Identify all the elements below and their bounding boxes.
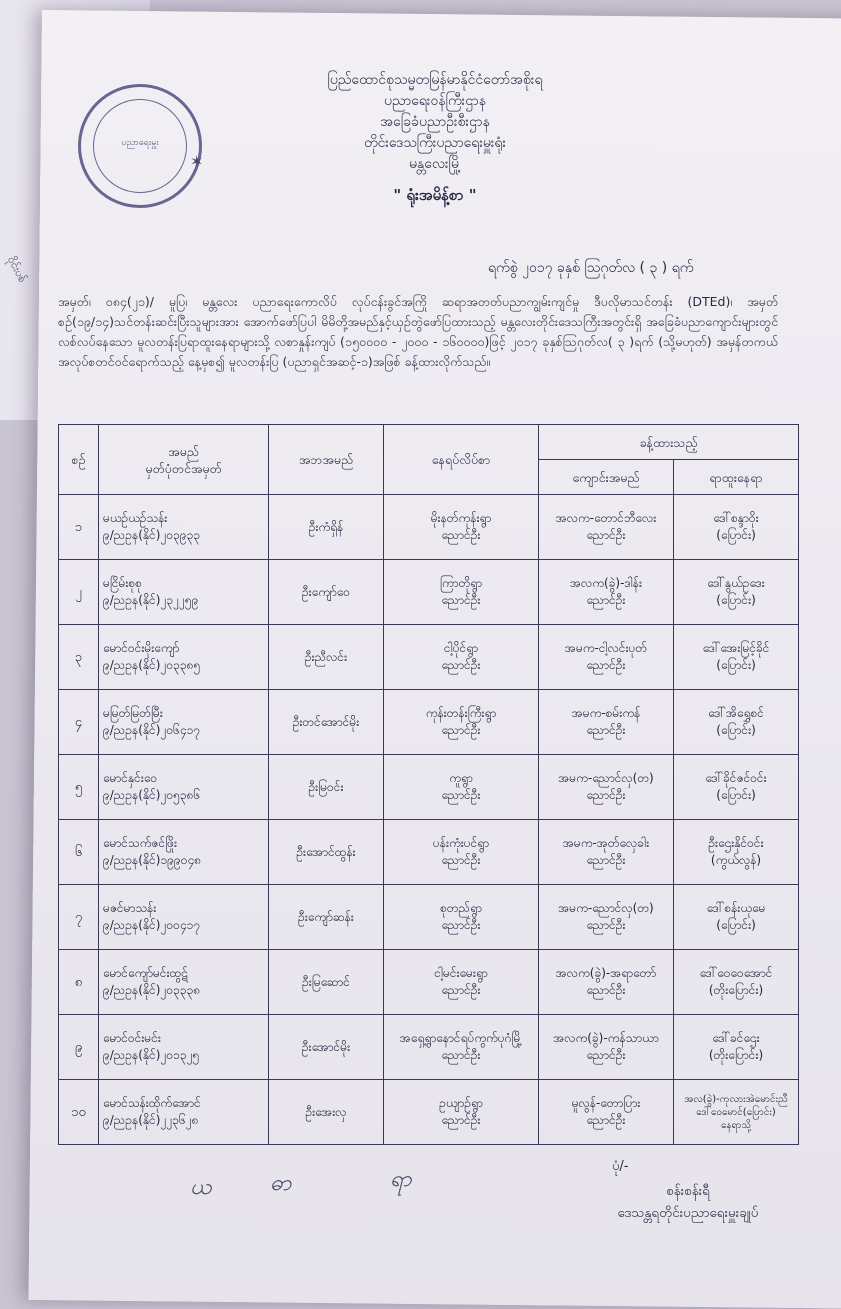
row-name-text: မောင်ဝင်းမင်း: [103, 1031, 161, 1045]
row-address: အရှေ့ရွာနောင်ရပ်ကွက်ပုဂံမြို့ ညောင်ဦး: [384, 1015, 539, 1080]
initial-mark-2: ဓာ: [270, 1171, 292, 1196]
row-number: ၆: [59, 820, 99, 885]
row-name: [99, 690, 269, 755]
row-nrc: ၉/ညဥန(နိုင်)၂၂၃၆၂၈: [103, 1113, 199, 1127]
row-school: အမက-ငါ့လင်းပုတ် ညောင်ဦး: [539, 625, 674, 690]
row-father: ဦးကျော်ဝေ: [269, 560, 384, 625]
row-name: [99, 820, 269, 885]
row-name-text: မောင်ဝင်းမိုးကျော်: [103, 641, 180, 655]
signed-mark: ပုံ/-: [612, 1159, 629, 1174]
row-replacing: ဒေါ်နွယ်ဥဒေး (ပြောင်း): [674, 560, 799, 625]
row-replacing: ဒေါ်ဝေဝေအောင် (တိုးပြောင်း): [674, 950, 799, 1015]
table-row: [59, 495, 799, 560]
table-row: [59, 885, 799, 950]
row-number: ၁၀: [59, 1080, 99, 1145]
row-name-text: မောင်ကျော်မင်းထွဋ်: [103, 966, 188, 980]
signature-block: [558, 1180, 818, 1224]
row-replacing: ဒေါ်ခင်ဌေး (တိုးပြောင်း): [674, 1015, 799, 1080]
row-school: အမက-စမ်းကန် ညောင်ဦး: [539, 690, 674, 755]
table-row: [59, 820, 799, 885]
row-school: အမက-ညောင်လှ(တ) ညောင်ဦး: [539, 755, 674, 820]
initials-row: [190, 1168, 450, 1208]
table-row: [59, 950, 799, 1015]
seal-text: ပညာရေးမှူး: [121, 138, 159, 148]
row-father: ဦးကျော်ဆန်း: [269, 885, 384, 950]
row-address: မိုးနတ်ကုန်းရွာ ညောင်ဦး: [384, 495, 539, 560]
row-replacing: ဦးဌေးနိုင်ဝင်း (ကွယ်လွန်): [674, 820, 799, 885]
row-address: ငါ့ပိုင်ရွာ ညောင်ဦး: [384, 625, 539, 690]
row-number: ၉: [59, 1015, 99, 1080]
row-replacing: ဒေါ်အိရွှေစင် (ပြောင်း): [674, 690, 799, 755]
row-address: ငါ့မင်းမေးရွာ ညောင်ဦး: [384, 950, 539, 1015]
row-replacing: အလ(ခွဲ)-ကုလားအဲမောင်းညီ ဒေါ်ဝေမောင်(ပြောင်း) နေရာသို့: [674, 1080, 799, 1145]
header-appointed: ခန့်ထားသည့်: [539, 425, 799, 460]
row-number: ၁: [59, 495, 99, 560]
table-row: [59, 1015, 799, 1080]
header-address: နေရပ်လိပ်စာ: [384, 425, 539, 495]
row-name: [99, 625, 269, 690]
signer-name: စန်းစန်းရီ: [666, 1183, 710, 1199]
row-nrc: ၉/ညဥန(နိုင်)၂၀၆၄၁၇: [103, 723, 201, 737]
letterhead: [270, 70, 600, 206]
letterhead-line-2: ပညာရေးဝန်ကြီးဌာန: [384, 93, 486, 109]
row-name: [99, 950, 269, 1015]
row-father: ဦးညီလင်း: [269, 625, 384, 690]
row-father: ဦးကံရှိန်: [269, 495, 384, 560]
row-address: ကုန်းတန်းကြီးရွာ ညောင်ဦး: [384, 690, 539, 755]
row-father: ဦးအောင်မိုး: [269, 1015, 384, 1080]
row-name-text: မောင်သန်းထိုက်အောင်: [103, 1096, 201, 1110]
row-father: ဦးတင်အောင်မိုး: [269, 690, 384, 755]
row-school: အမက-အုတ်လှေခါး ညောင်ဦး: [539, 820, 674, 885]
office-seal: [78, 84, 202, 208]
order-title: " ရုံးအမိန့်စာ ": [393, 186, 477, 204]
letterhead-line-5: မန္တလေးမြို့: [408, 156, 462, 172]
letterhead-line-3: အခြေခံပညာဦးစီးဌာန: [380, 114, 490, 130]
row-nrc: ၉/ညဥန(နိုင်)၂၀၃၉၃၃: [103, 528, 201, 542]
row-father: ဦးမြဝင်း: [269, 755, 384, 820]
row-father: ဦးအေးလှ: [269, 1080, 384, 1145]
table-row: [59, 1080, 799, 1145]
row-number: ၇: [59, 885, 99, 950]
row-number: ၄: [59, 690, 99, 755]
table-row: [59, 625, 799, 690]
row-nrc: ၉/ညဥန(နိုင်)၂၀၁၃၂၅: [103, 1048, 200, 1062]
row-number: ၈: [59, 950, 99, 1015]
row-address: စုတည်ရွာ ညောင်ဦး: [384, 885, 539, 950]
initial-mark-1: ယ: [190, 1175, 212, 1200]
row-name: [99, 560, 269, 625]
row-nrc: ၉/ညဥန(နိုင်)၂၀၀၄၁၇: [103, 918, 201, 932]
row-replacing: ဒေါ်စန္ဒာဝိုး (ပြောင်း): [674, 495, 799, 560]
header-father: အဘအမည်: [269, 425, 384, 495]
row-nrc: ၉/ညဥန(နိုင်)၂၀၃၃၈၅: [103, 658, 201, 672]
row-nrc: ၉/ညဥန(နိုင်)၂၃၂၂၅၉: [103, 593, 199, 607]
row-school: အလက(ခွဲ)-အရာတော် ညောင်ဦး: [539, 950, 674, 1015]
document-date: ရက်စွဲ ၂၀၁၇ ခုနှစ် ဩဂုတ်လ ( ၃ ) ရက်: [488, 260, 694, 276]
row-name-text: မယဉ်ယဉ်သန်း: [103, 511, 168, 525]
row-replacing: ဒေါ်ခိုင်ဇင်ဝင်း (ပြောင်း): [674, 755, 799, 820]
letterhead-line-4: တိုင်းဒေသကြီးပညာရေးမှူးရုံး: [363, 135, 507, 151]
table-body: [59, 495, 799, 1145]
row-number: ၃: [59, 625, 99, 690]
row-name-text: မဇင်မာသန်း: [103, 901, 157, 915]
row-number: ၅: [59, 755, 99, 820]
row-nrc: ၉/ညဥန(နိုင်)၁၉၉၀၄၈: [103, 853, 202, 867]
row-replacing: ဒေါ်စန်းယုမေ (ပြောင်း): [674, 885, 799, 950]
row-name: [99, 1015, 269, 1080]
row-number: ၂: [59, 560, 99, 625]
appointment-table: [58, 424, 799, 1145]
row-school: မူလွန်-တောပြား ညောင်ဦး: [539, 1080, 674, 1145]
appointment-table-wrapper: [58, 424, 798, 1145]
initial-mark-3: ရာ: [390, 1167, 412, 1192]
order-paragraph: အမှတ်၊ ၀၈၄(၂၁)/ မူပြ၊ မန္တလေး ပညာရေးကောလိပ် လုပ်ငန်းခွင်အကြို ဆရာအတတ်ပညာကျွမ်းကျင်မှု ဒီပလိုမာသင်တန်း (DTEd)၊ အမှတ်စဉ်(၁၉/၁၄)သင်တန်းဆင်းပြီးသူများအား အောက်ဖော်ပြပါ မိမိတို့အမည်နှင့်ယှဉ်တွဲဖော်ပြထားသည့် မန္တလေးတိုင်းဒေသကြီးအတွင်းရှိ အခြေခံပညာကျောင်းများတွင် လစ်လပ်နေသော မူလတန်းပြရာထူးနေရာများသို့ လစာနှုန်းကျပ် (၁၅၀၀၀၀ - ၂၀၀၀ - ၁၆၀၀၀၀)ဖြင့် ၂၀၁၇ ခုနှစ်ဩဂုတ်လ( ၃ )ရက် (သို့မဟုတ်) အမှန်တကယ်အလုပ်စတင်ဝင်ရောက်သည့် နေ့မှစ၍ မူလတန်းပြ (ပညာရှင်အဆင့်-၁)အဖြစ် ခန့်ထားလိုက်သည်။: [58, 294, 778, 369]
header-no: စဉ်: [59, 425, 99, 495]
row-father: ဦးအောင်ထွန်း: [269, 820, 384, 885]
row-replacing: ဒေါ်အေးမြင့်ခိုင် (ပြောင်း): [674, 625, 799, 690]
signer-title: ဒေသန္တရတိုင်းပညာရေးမှူးချုပ်: [617, 1205, 759, 1221]
row-address: ဥယျာဉ်ရွာ ညောင်ဦး: [384, 1080, 539, 1145]
row-nrc: ၉/ညဥန(နိုင်)၂၀၃၃၃၈: [103, 983, 201, 997]
letterhead-line-1: ပြည်ထောင်စုသမ္မတမြန်မာနိုင်ငံတော်အစိုးရ: [327, 72, 543, 88]
row-name: [99, 1080, 269, 1145]
row-address: ပန်းကုံးပင်ရွာ ညောင်ဦး: [384, 820, 539, 885]
row-name-text: မမြတ်မြတ်မြီး: [103, 706, 163, 720]
seal-star-icon: ✶: [190, 152, 204, 171]
row-name: [99, 755, 269, 820]
row-school: အလက-တောင်ဘီလေး ညောင်ဦး: [539, 495, 674, 560]
row-address: ကူရွာ ညောင်ဦး: [384, 755, 539, 820]
row-name-text: မောင်သက်ဇင်ဖြိုး: [103, 836, 178, 850]
table-row: [59, 690, 799, 755]
row-father: ဦးမြဆောင်: [269, 950, 384, 1015]
row-name-text: မောင်နှင်းဝေ: [103, 771, 158, 785]
table-row: [59, 560, 799, 625]
background-page-text: ဝိုင်းပစ်: [4, 254, 30, 285]
row-school: အလက(ခွဲ)-ဒါန်း ညောင်ဦး: [539, 560, 674, 625]
row-name-text: မငြိမ်းစုစု: [103, 576, 142, 590]
table-row: [59, 755, 799, 820]
row-address: ကြာတိုရွာ ညောင်ဦး: [384, 560, 539, 625]
header-name: အမည် မှတ်ပုံတင်အမှတ်: [99, 425, 269, 495]
row-name: [99, 495, 269, 560]
row-school: အလက(ခွဲ)-ကန်သာယာ ညောင်ဦး: [539, 1015, 674, 1080]
row-name: [99, 885, 269, 950]
row-nrc: ၉/ညဥန(နိုင်)၂၀၅၃၈၆: [103, 788, 201, 802]
header-replacing: ရာထူးနေရာ: [674, 460, 799, 495]
header-school: ကျောင်းအမည်: [539, 460, 674, 495]
row-school: အမက-ညောင်လှ(တ) ညောင်ဦး: [539, 885, 674, 950]
